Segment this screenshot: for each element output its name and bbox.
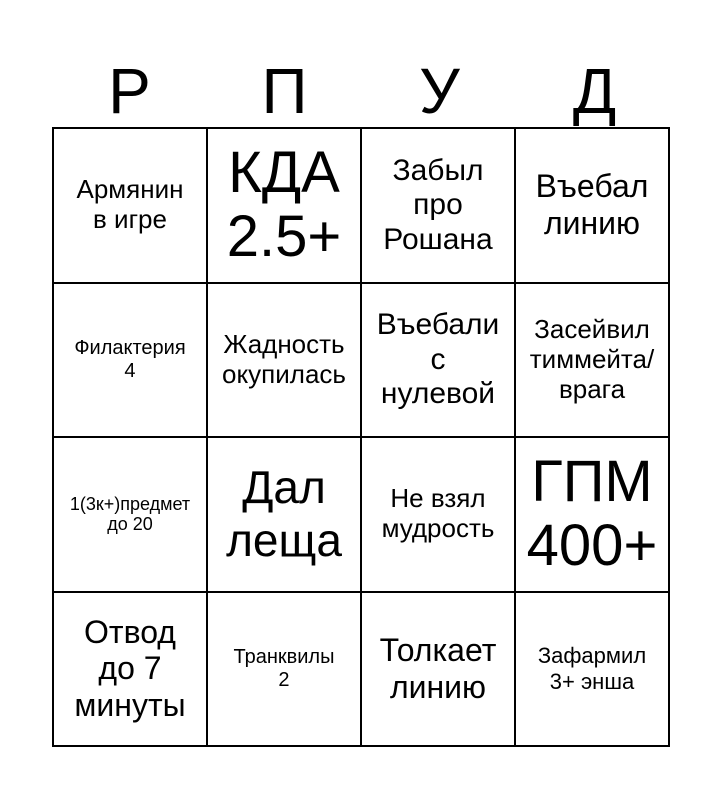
bingo-cell-gpm[interactable]: ГПМ 400+ — [516, 438, 670, 593]
bingo-cell-greed-paid-off[interactable]: Жадность окупилась — [208, 284, 362, 439]
bingo-cell-slap[interactable]: Дал леща — [208, 438, 362, 593]
bingo-cell-no-wisdom[interactable]: Не взял мудрость — [362, 438, 516, 593]
bingo-cell-tranquils[interactable]: Транквилы 2 — [208, 593, 362, 748]
bingo-cell-lost-lane[interactable]: Въебал линию — [516, 129, 670, 284]
bingo-cell-saved-teammate[interactable]: Засейвил тиммейта/ врага — [516, 284, 670, 439]
bingo-cell-farmed-ancients[interactable]: Зафармил 3+ энша — [516, 593, 670, 748]
header-letter-d: Д — [572, 55, 617, 127]
bingo-cell-deny-by-7[interactable]: Отвод до 7 минуты — [54, 593, 208, 748]
bingo-cell-phylactery[interactable]: Филактерия 4 — [54, 284, 208, 439]
bingo-grid — [52, 127, 670, 747]
header-letter-u: У — [419, 55, 460, 127]
header-letter-p: П — [261, 55, 308, 127]
bingo-cell-kda[interactable]: КДА 2.5+ — [208, 129, 362, 284]
bingo-cell-pushes-lane[interactable]: Толкает линию — [362, 593, 516, 748]
header-letter-r: Р — [108, 55, 151, 127]
bingo-cell-armenian[interactable]: Армянин в игре — [54, 129, 208, 284]
bingo-cell-item-by-20[interactable]: 1(3к+)предмет до 20 — [54, 438, 208, 593]
bingo-header — [52, 55, 672, 127]
bingo-cell-lost-from-zero[interactable]: Въебали с нулевой — [362, 284, 516, 439]
bingo-cell-forgot-roshan[interactable]: Забыл про Рошана — [362, 129, 516, 284]
